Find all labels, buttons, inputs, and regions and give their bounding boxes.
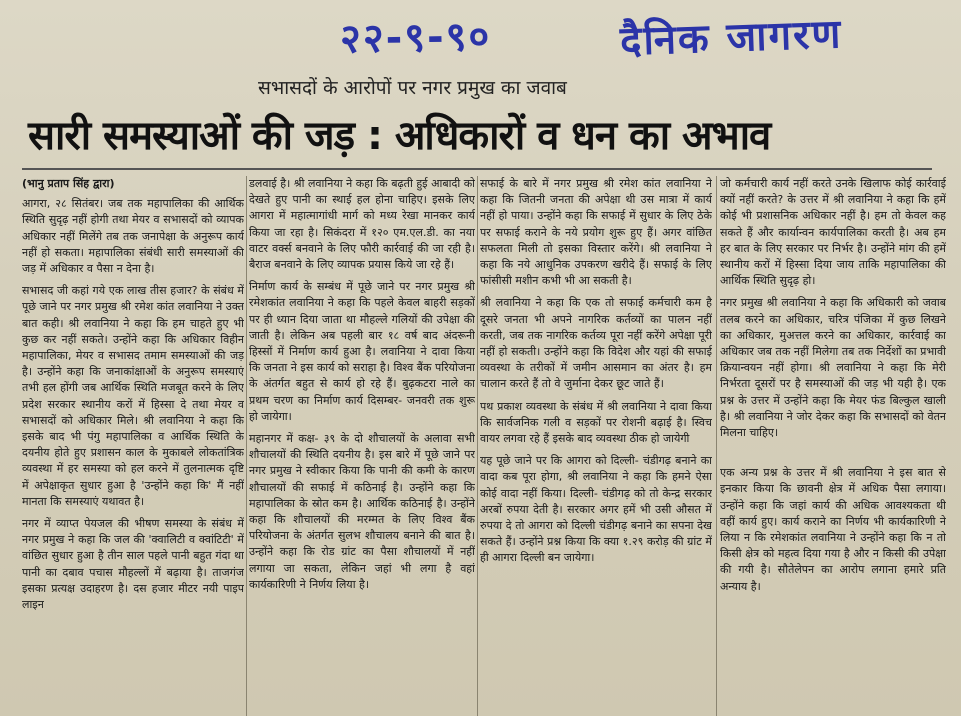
subheadline: सभासदों के आरोपों पर नगर प्रमुख का जवाब (258, 77, 567, 99)
headline: सारी समस्याओं की जड़ : अधिकारों व धन का अभाव (28, 113, 771, 159)
paragraph: डलवाई है। श्री लवानिया ने कहा कि बढ़ती हुई आबादी को देखते हुए पानी का स्थाई हल होना चाहिए। इसके लिए आगरा में महात्मागांधी मार्ग को मध्य रेखा मानकर कार्य किया जा रहा है। सिकंदरा में १२० एम.एल.डी. का नया वाटर वर्क्स बनवाने के लिए फौरी कार्रवाई की जा रही है। बैराज बनवाने के लिए व्यापक प्रयास किये जा रहे हैं। (249, 177, 475, 272)
column-4 (720, 176, 946, 716)
column-divider (246, 176, 247, 716)
column-2 (249, 176, 475, 716)
paragraph: जो कर्मचारी कार्य नहीं करते उनके खिलाफ कोई कार्रवाई क्यों नहीं करते? के उत्तर में श्री लवानिया ने कहा कि हमें कोई भी प्रशासनिक अधिकार नहीं है। हम तो केवल कह सकते हैं और कार्यान्वन कार्यपालिका करती है। अब हम हर बात के लिए सरकार पर निर्भर है। उन्होंने मांग की हमें स्थानीय करों में हिस्सा दिया जाय ताकि महापालिका की आर्थिक स्थिति सुदृढ़ हो। (720, 177, 946, 288)
paragraph: सफाई के बारे में नगर प्रमुख श्री रमेश कांत लवानिया ने कहा कि जितनी जनता की अपेक्षा थी उस मात्रा में कार्य नहीं हो पाया। उन्होंने कहा कि सफाई में सुधार के लिए ठेके पर सफाई कराने के नये प्रयोग शुरू हुए हैं। अगर वांछित सफलता मिली तो इसका विस्तार करेंगे। श्री लवानिया ने कहा कि नये आधुनिक उपकरण खरीदे हैं। सफाई के लिए फांसीसी मशीन कभी भी आ सकती है। (480, 177, 712, 288)
paragraph: नगर प्रमुख श्री लवानिया ने कहा कि अधिकारी को जवाब तलब करने का अधिकार, चरित्र पंजिका में कुछ लिखने का अधिकार, मुअत्तल करने का अधिकार, कार्रवाई का अधिकार जब तक नहीं मिलेगा तब तक निर्देशों का प्रभावी क्रियान्वयन नहीं होगा। श्री लवानिया ने कहा कि मेरी निर्भरता दूसरों पर है समस्याओं की जड़ भी यही है। एक प्रश्न के उत्तर में उन्होंने कहा कि मेयर फंड बिल्कुल खाली है। श्री लवानिया ने जोर देकर कहा कि सभासदों को वेतन मिलना चाहिए। (720, 296, 946, 440)
paragraph: पथ प्रकाश व्यवस्था के संबंध में श्री लवानिया ने दावा किया कि सार्वजनिक गली व सड़कों पर रोशनी बढ़ाई है। स्विच वायर लगवा रहे हैं इसके बाद व्यवस्था ठीक हो जायेगी (480, 399, 712, 446)
paragraph: आगरा, २८ सितंबर। जब तक महापालिका की आर्थिक स्थिति सुदृढ़ नहीं होगी तथा मेयर व सभासदों को व्यापक अधिकार नहीं मिलेंगे तब तक जनापेक्षा के अनुरूप कार्य नहीं हो सकता। महापालिका संबंधी सारी समस्याओं की जड़ में अधिकार व पैसा न देना है। (22, 197, 244, 276)
paragraph: महानगर में कक्ष- ३९ के दो शौचालयों के अलावा सभी शौचालयों की स्थिति दयनीय है। इस बारे में पूछे जाने पर नगर प्रमुख ने स्वीकार किया कि पानी की कमी के कारण शौचालयों की सफाई में कठिनाई है। उन्होंने कहा कि महापालिका के स्रोत कम है। आर्थिक कठिनाई है। उन्होंने कहा कि शौचालयों की मरम्मत के लिए विश्व बैंक परियोजना के अंतर्गत सुलभ शौचालय बनाने की बात है। उन्होंने कहा कि रोड ग्रांट का पैसा शौचालयों में नहीं लगाया जा सकता, लेकिन जहां भी लगा है वहां कार्यकारिणी ने निर्णय लिया है। (249, 432, 475, 591)
paragraph: सभासद जी कहां गये एक लाख तीस हजार? के संबंध में पूछे जाने पर नगर प्रमुख श्री रमेश कांत लवानिया ने उक्त बात कही। श्री लवानिया ने कहा कि हम चाहते हुए भी कुछ कर नहीं सकते। उन्होंने कहा कि अधिकार विहीन महापालिका, मेयर व सभासद तमाम समस्याओं की जड़ है। उन्होंने कहा कि जनाकांक्षाओं के अनुरूप समस्याएं तभी हल होंगी जब आर्थिक स्थिति मजबूत करने के लिए प्रदेश सरकार स्थानीय करों में हिस्सा दे तथा मेयर व सभासदों को अधिकार मिले। श्री लवानिया ने कहा कि इसके बाद भी पंगु महापालिका व आर्थिक स्थिति के दयनीय होते हुए प्रशासन काल के मुकाबले लोकतांत्रिक व्यवस्था में हर समस्या को हल करने में तुलनात्मक दृष्टि में अपेक्षाकृत सुधार हुआ है 'उन्होंने कहा कि' मैं नहीं मानता कि समस्याएं यथावत है। (22, 284, 244, 508)
paragraph: नगर में व्याप्त पेयजल की भीषण समस्या के संबंध में नगर प्रमुख ने कहा कि जल की 'क्वालिटी व क्वांटिटी' में वांछित सुधार हुआ है तीन साल पहले पानी बहुत गंदा था पानी का दबाव पचास मौहल्लों में बढ़ाया है। ताजगंज इसका प्रत्यक्ष उदाहरण है। दस हजार मीटर नयी पाइप लाइन (22, 517, 244, 612)
column-divider (716, 176, 717, 716)
column-1 (22, 176, 244, 716)
paragraph: निर्माण कार्य के सम्बंध में पूछे जाने पर नगर प्रमुख श्री रमेशकांत लवानिया ने कहा कि पहले केवल बाहरी सड़कों पर ही ध्यान दिया जाता था मौहल्ले गलियों की उपेक्षा की जाती है। लेकिन अब पहली बार १८ वर्ष बाद अंदरूनी हिस्सों में निर्माण कार्य हुआ है। लवानिया ने दावा किया कि जनता ने इस कार्य को सराहा है। विश्व बैंक परियोजना के अंतर्गत बहुत से कार्य हो रहे हैं। बुढ़कटरा नाले का प्रथम चरण का निर्माण कार्य दिसम्बर- जनवरी तक शुरू हो जायेगा। (249, 280, 475, 423)
column-divider (477, 176, 478, 716)
column-3 (480, 176, 712, 716)
headline-rule (22, 168, 932, 170)
paragraph: श्री लवानिया ने कहा कि एक तो सफाई कर्मचारी कम है दूसरे जनता भी अपने नागरिक कर्तव्यों का पालन नहीं करती, जब तक नागरिक कर्तव्य पूरा नहीं करेंगे अपेक्षा पूरी नहीं हो सकती। उन्होंने कहा कि विदेश और यहां की सफाई व्यवस्था के तरीकों में जमीन आसमान का अंतर है। हम चालान करते हैं तो वे जुर्माना देकर छूट जाते हैं। (480, 296, 712, 391)
handwritten-date: २२-९-९० (339, 13, 492, 63)
byline: (भानु प्रताप सिंह द्वारा) (22, 177, 115, 190)
spacer (720, 447, 946, 465)
paragraph: एक अन्य प्रश्न के उत्तर में श्री लवानिया ने इस बात से इनकार किया कि छावनी क्षेत्र में अधिक पैसा लगाया। उन्होंने कहा कि जहां कार्य की अधिक आवश्यकता थी वहीं कार्य हुए। कार्य कराने का निर्णय भी कार्यकारिणी ने लिया न कि रमेशकांत लवानिया ने उन्होंने कहा कि न तो किसी क्षेत्र को महत्व दिया गया है और न किसी की उपेक्षा की गयी है। सौतेलेपन का आरोप लगाना हमारे प्रति अन्याय है। (720, 466, 946, 593)
handwritten-newspaper-name: दैनिक जागरण (619, 11, 844, 65)
paragraph: यह पूछे जाने पर कि आगरा को दिल्ली- चंडीगढ़ बनाने का वादा कब पूरा होगा, श्री लवानिया ने कहा कि हमने ऐसा कोई वादा नहीं किया। दिल्ली- चंडीगढ़ को तो केन्द्र सरकार अरबों रुपया देती है। सरकार अगर हमें भी उसी औसत में रुपया दे तो आगरा को दिल्ली चंडीगढ़ बनाने का सपना देख सकते हैं। उन्होंने प्रश्न किया कि क्या १.२९ करोड़ की ग्रांट में ही आगरा दिल्ली बन जायेगा। (480, 454, 712, 565)
